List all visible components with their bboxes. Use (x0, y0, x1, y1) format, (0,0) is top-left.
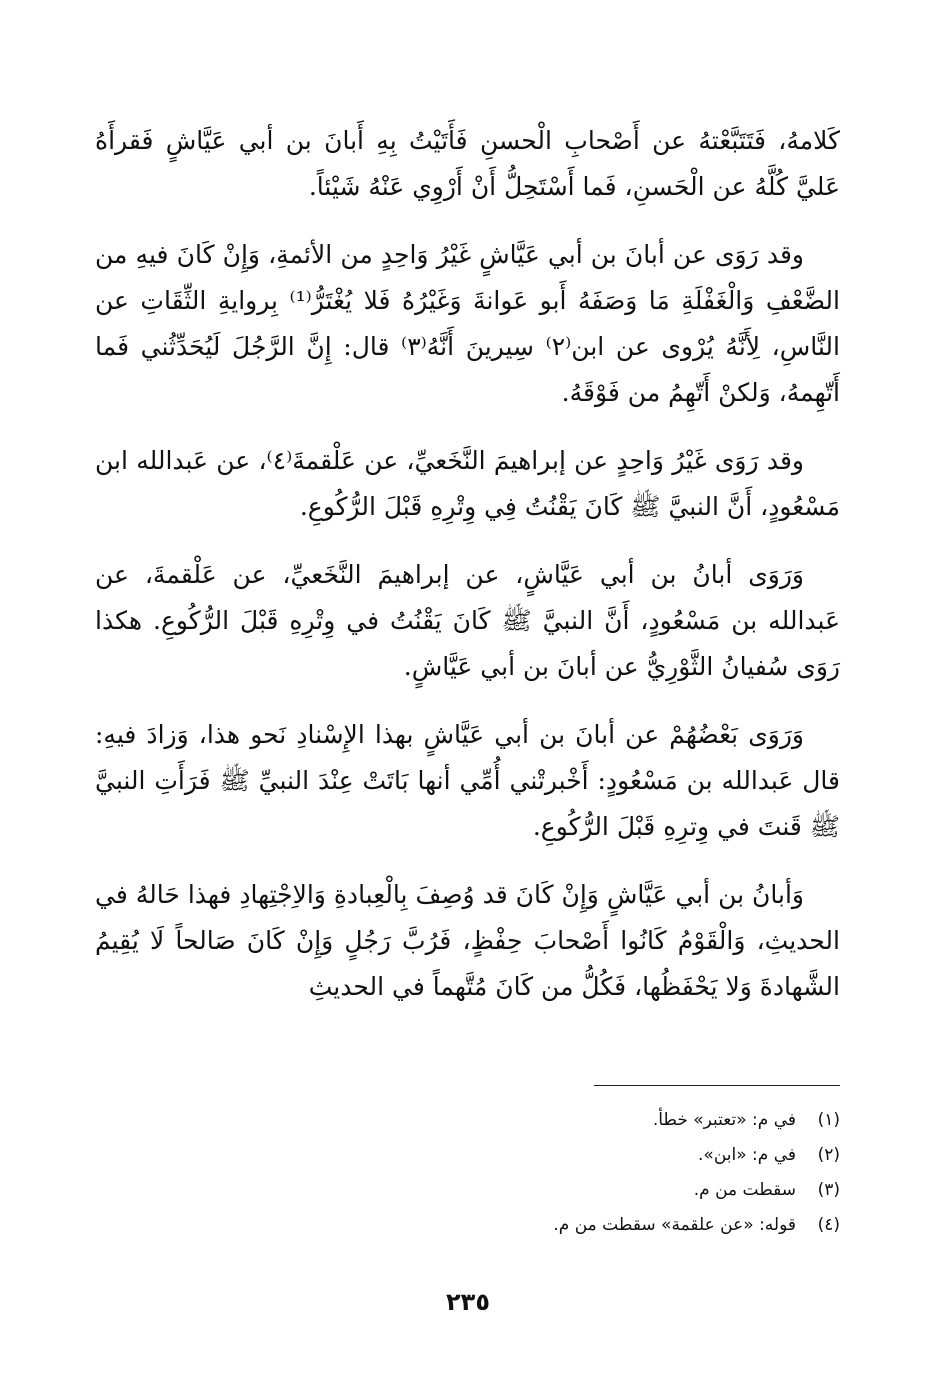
footnotes (95, 1103, 840, 1243)
paragraph-5: وَرَوَى بَعْضُهُمْ عن أبانَ بن أبي عَيَّاشٍ بهذا الإِسْنادِ نَحو هذا، وَزادَ فيهِ: قال عَبدالله بن مَسْعُودٍ: أَخْبرتْني أُمِّي أنها بَاتَتْ عِنْدَ النبيِّ ﷺ فَرَأَتِ النبيَّ ﷺ قَنتَ في وِترِهِ قَبْلَ الرُّكُوعِ. (95, 720, 840, 841)
paragraph-3: وقد رَوَى غَيْرُ وَاحِدٍ عن إبراهيمَ النَّخَعيِّ، عن عَلْقمةَ⁽٤⁾، عن عَبدالله ابن مَسْعُودٍ، أَنَّ النبيَّ ﷺ كَانَ يَقْنُتُ فِي وِتْرِهِ قَبْلَ الرُّكُوعِ. (95, 446, 840, 521)
footnote-text: في م: «ابن». (698, 1145, 796, 1165)
footnote-3 (95, 1173, 840, 1208)
footnote-number: (٤) (817, 1215, 840, 1235)
footnote-separator (594, 1085, 840, 1086)
page-number: ٢٣٥ (446, 1288, 490, 1316)
main-text (95, 118, 840, 1032)
paragraph-6: وَأبانُ بن أبي عَيَّاشٍ وَإِنْ كَانَ قد وُصِفَ بِالْعِبادةِ وَالاِجْتِهادِ فهذا حَالهُ في الحديثِ، وَالْقَوْمُ كَانُوا أَصْحابَ حِفْظٍ، فَرُبَّ رَجُلٍ وَإِنْ كَانَ صَالحاً لَا يُقِيمُ الشَّهادةَ وَلا يَحْفَظُها، فَكُلُّ من كَانَ مُتَّهماً في الحديثِ (95, 880, 840, 1001)
paragraph-4: وَرَوَى أبانُ بن أبي عَيَّاشٍ، عن إبراهيمَ النَّخَعيِّ، عن عَلْقمةَ، عن عَبدالله بن مَسْعُودٍ، أَنَّ النبيَّ ﷺ كَانَ يَقْنُتُ في وِتْرِهِ قَبْلَ الرُّكُوعِ. هكذا رَوَى سُفيانُ الثَّوْرِيُّ عن أبانَ بن أبي عَيَّاشٍ. (95, 560, 840, 681)
footnote-text: قوله: «عن علقمة» سقطت من م. (553, 1215, 796, 1235)
paragraph-2: وقد رَوَى عن أبانَ بن أبي عَيَّاشٍ غَيْرُ وَاحِدٍ من الأئمةِ، وَإِنْ كَانَ فيهِ من الضَّعْفِ وَالْغَفْلَةِ مَا وَصَفَهُ أَبو عَوانةَ وَغَيْرُهُ فَلا يُغْتَرُّ⁽¹⁾ بِروايةِ الثِّقَاتِ عن النَّاسِ، لِأَنَّهُ يُرْوى عن ابن⁽٢⁾ سِيرينَ أَنَّهُ⁽٣⁾ قال: إِنَّ الرَّجُلَ لَيُحَدِّثُني فَما أَتّهِمهُ، وَلكنْ أَتّهِمُ من فَوْقَهُ. (95, 240, 840, 407)
footnote-number: (٢) (817, 1145, 840, 1165)
footnote-1 (95, 1103, 840, 1138)
paragraph-1: كَلامهُ، فَتَتَبَّعْتهُ عن أَصْحابِ الْحسنِ فَأَتَيْتُ بِهِ أَبانَ بن أبي عَيَّاشٍ فَقرأَهُ عَليَّ كُلَّهُ عن الْحَسنِ، فَما أَسْتَحِلُّ أَنْ أَرْوِي عَنْهُ شَيْئاً. (95, 126, 840, 201)
footnote-number: (٣) (817, 1180, 840, 1200)
footnote-2 (95, 1138, 840, 1173)
footnote-text: سقطت من م. (693, 1180, 796, 1200)
footnote-text: في م: «تعتبر» خطأ. (652, 1110, 796, 1130)
footnote-number: (١) (817, 1110, 840, 1130)
footnote-4 (95, 1208, 840, 1243)
